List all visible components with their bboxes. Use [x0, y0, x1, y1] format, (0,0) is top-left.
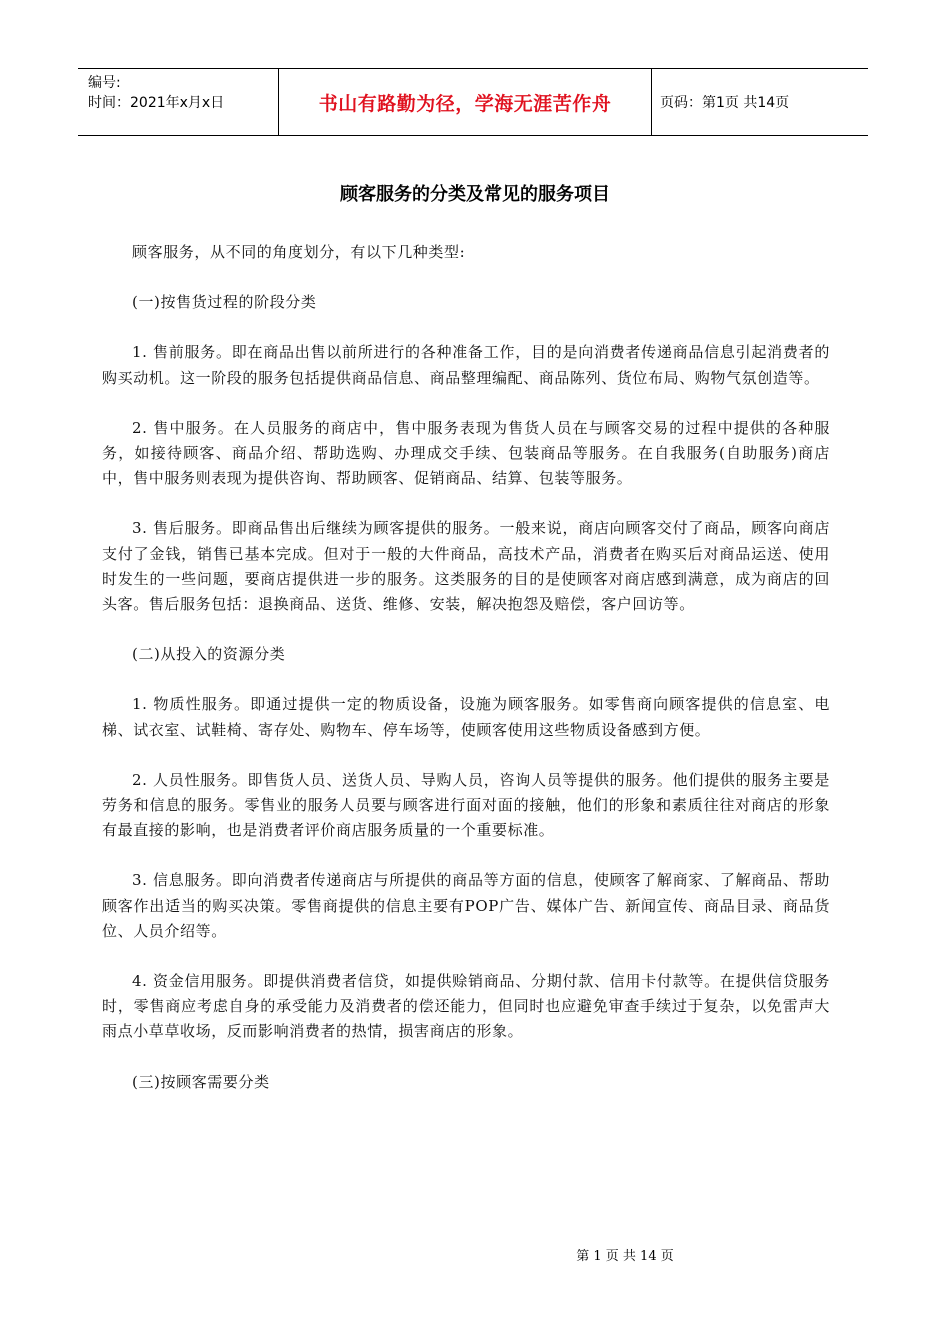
paragraph-insale: 2. 售中服务。在人员服务的商店中，售中服务表现为售货人员在与顾客交易的过程中提供的各种服务，如接待顾客、商品介绍、帮助选购、办理成交手续、包装商品等服务。在自我服务(自助服务)商店中，售中服务则表现为提供咨询、帮助顾客、促销商品、结算、包装等服务。 — [102, 418, 830, 488]
section-heading-3: (三)按顾客需要分类 — [132, 1072, 270, 1091]
page-footer: 第 1 页 共 14 页 — [576, 1249, 674, 1264]
header-motto-cell — [279, 69, 652, 135]
paragraph-aftersale: 3. 售后服务。即商品售出后继续为顾客提供的服务。一般来说，商店向顾客交付了商品，顾客向商店支付了金钱，销售已基本完成。但对于一般的大件商品，高技术产品，消费者在购买后对商品运送、使用时发生的一些问题，要商店提供进一步的服务。这类服务的目的是使顾客对商店感到满意，成为商店的回头客。售后服务包括：退换商品、送货、维修、安装，解决抱怨及赔偿，客户回访等。 — [102, 519, 830, 614]
header-info-cell — [78, 69, 279, 135]
document-number-label: 编号: — [88, 75, 121, 91]
document-body — [102, 240, 830, 1120]
paragraph-personnel-service: 2. 人员性服务。即售货人员、送货人员、导购人员，咨询人员等提供的服务。他们提供的服务主要是劳务和信息的服务。零售业的服务人员要与顾客进行面对面的接触，他们的形象和素质往往对商店的形象有最直接的影响，也是消费者评价商店服务质量的一个重要标准。 — [102, 770, 830, 840]
paragraph-credit-service: 4. 资金信用服务。即提供消费者信贷，如提供赊销商品、分期付款、信用卡付款等。在提供信贷服务时，零售商应考虑自身的承受能力及消费者的偿还能力，但同时也应避免审查手续过于复杂，以免雷声大雨点小草草收场，反而影响消费者的热情，损害商店的形象。 — [102, 972, 830, 1041]
motto-text: 书山有路勤为径，学海无涯苦作舟 — [318, 92, 612, 115]
paragraph-information-service: 3. 信息服务。即向消费者传递商店与所提供的商品等方面的信息，使顾客了解商家、了解商品、帮助顾客作出适当的购买决策。零售商提供的信息主要有POP广告、媒体广告、新闻宣传、商品目录、商品货位、人员介绍等。 — [102, 871, 830, 940]
page-code: 页码：第1页 共14页 — [660, 95, 790, 111]
section-heading-1: (一)按售货过程的阶段分类 — [132, 293, 317, 312]
document-title: 顾客服务的分类及常见的服务项目 — [340, 184, 610, 205]
paragraph-presale: 1. 售前服务。即在商品出售以前所进行的各种准备工作，目的是向消费者传递商品信息引起消费者的购买动机。这一阶段的服务包括提供商品信息、商品整理编配、商品陈列、货位布局、购物气氛创造等。 — [102, 343, 830, 387]
document-date: 时间：2021年x月x日 — [88, 95, 225, 111]
section-heading-2: (二)从投入的资源分类 — [132, 645, 286, 664]
header-table — [78, 68, 868, 136]
paragraph-material-service: 1. 物质性服务。即通过提供一定的物质设备，设施为顾客服务。如零售商向顾客提供的信息室、电梯、试衣室、试鞋椅、寄存处、购物车、停车场等，使顾客使用这些物质设备感到方便。 — [102, 695, 830, 739]
intro-paragraph: 顾客服务，从不同的角度划分，有以下几种类型: — [132, 243, 466, 261]
header-page-cell — [652, 69, 868, 135]
